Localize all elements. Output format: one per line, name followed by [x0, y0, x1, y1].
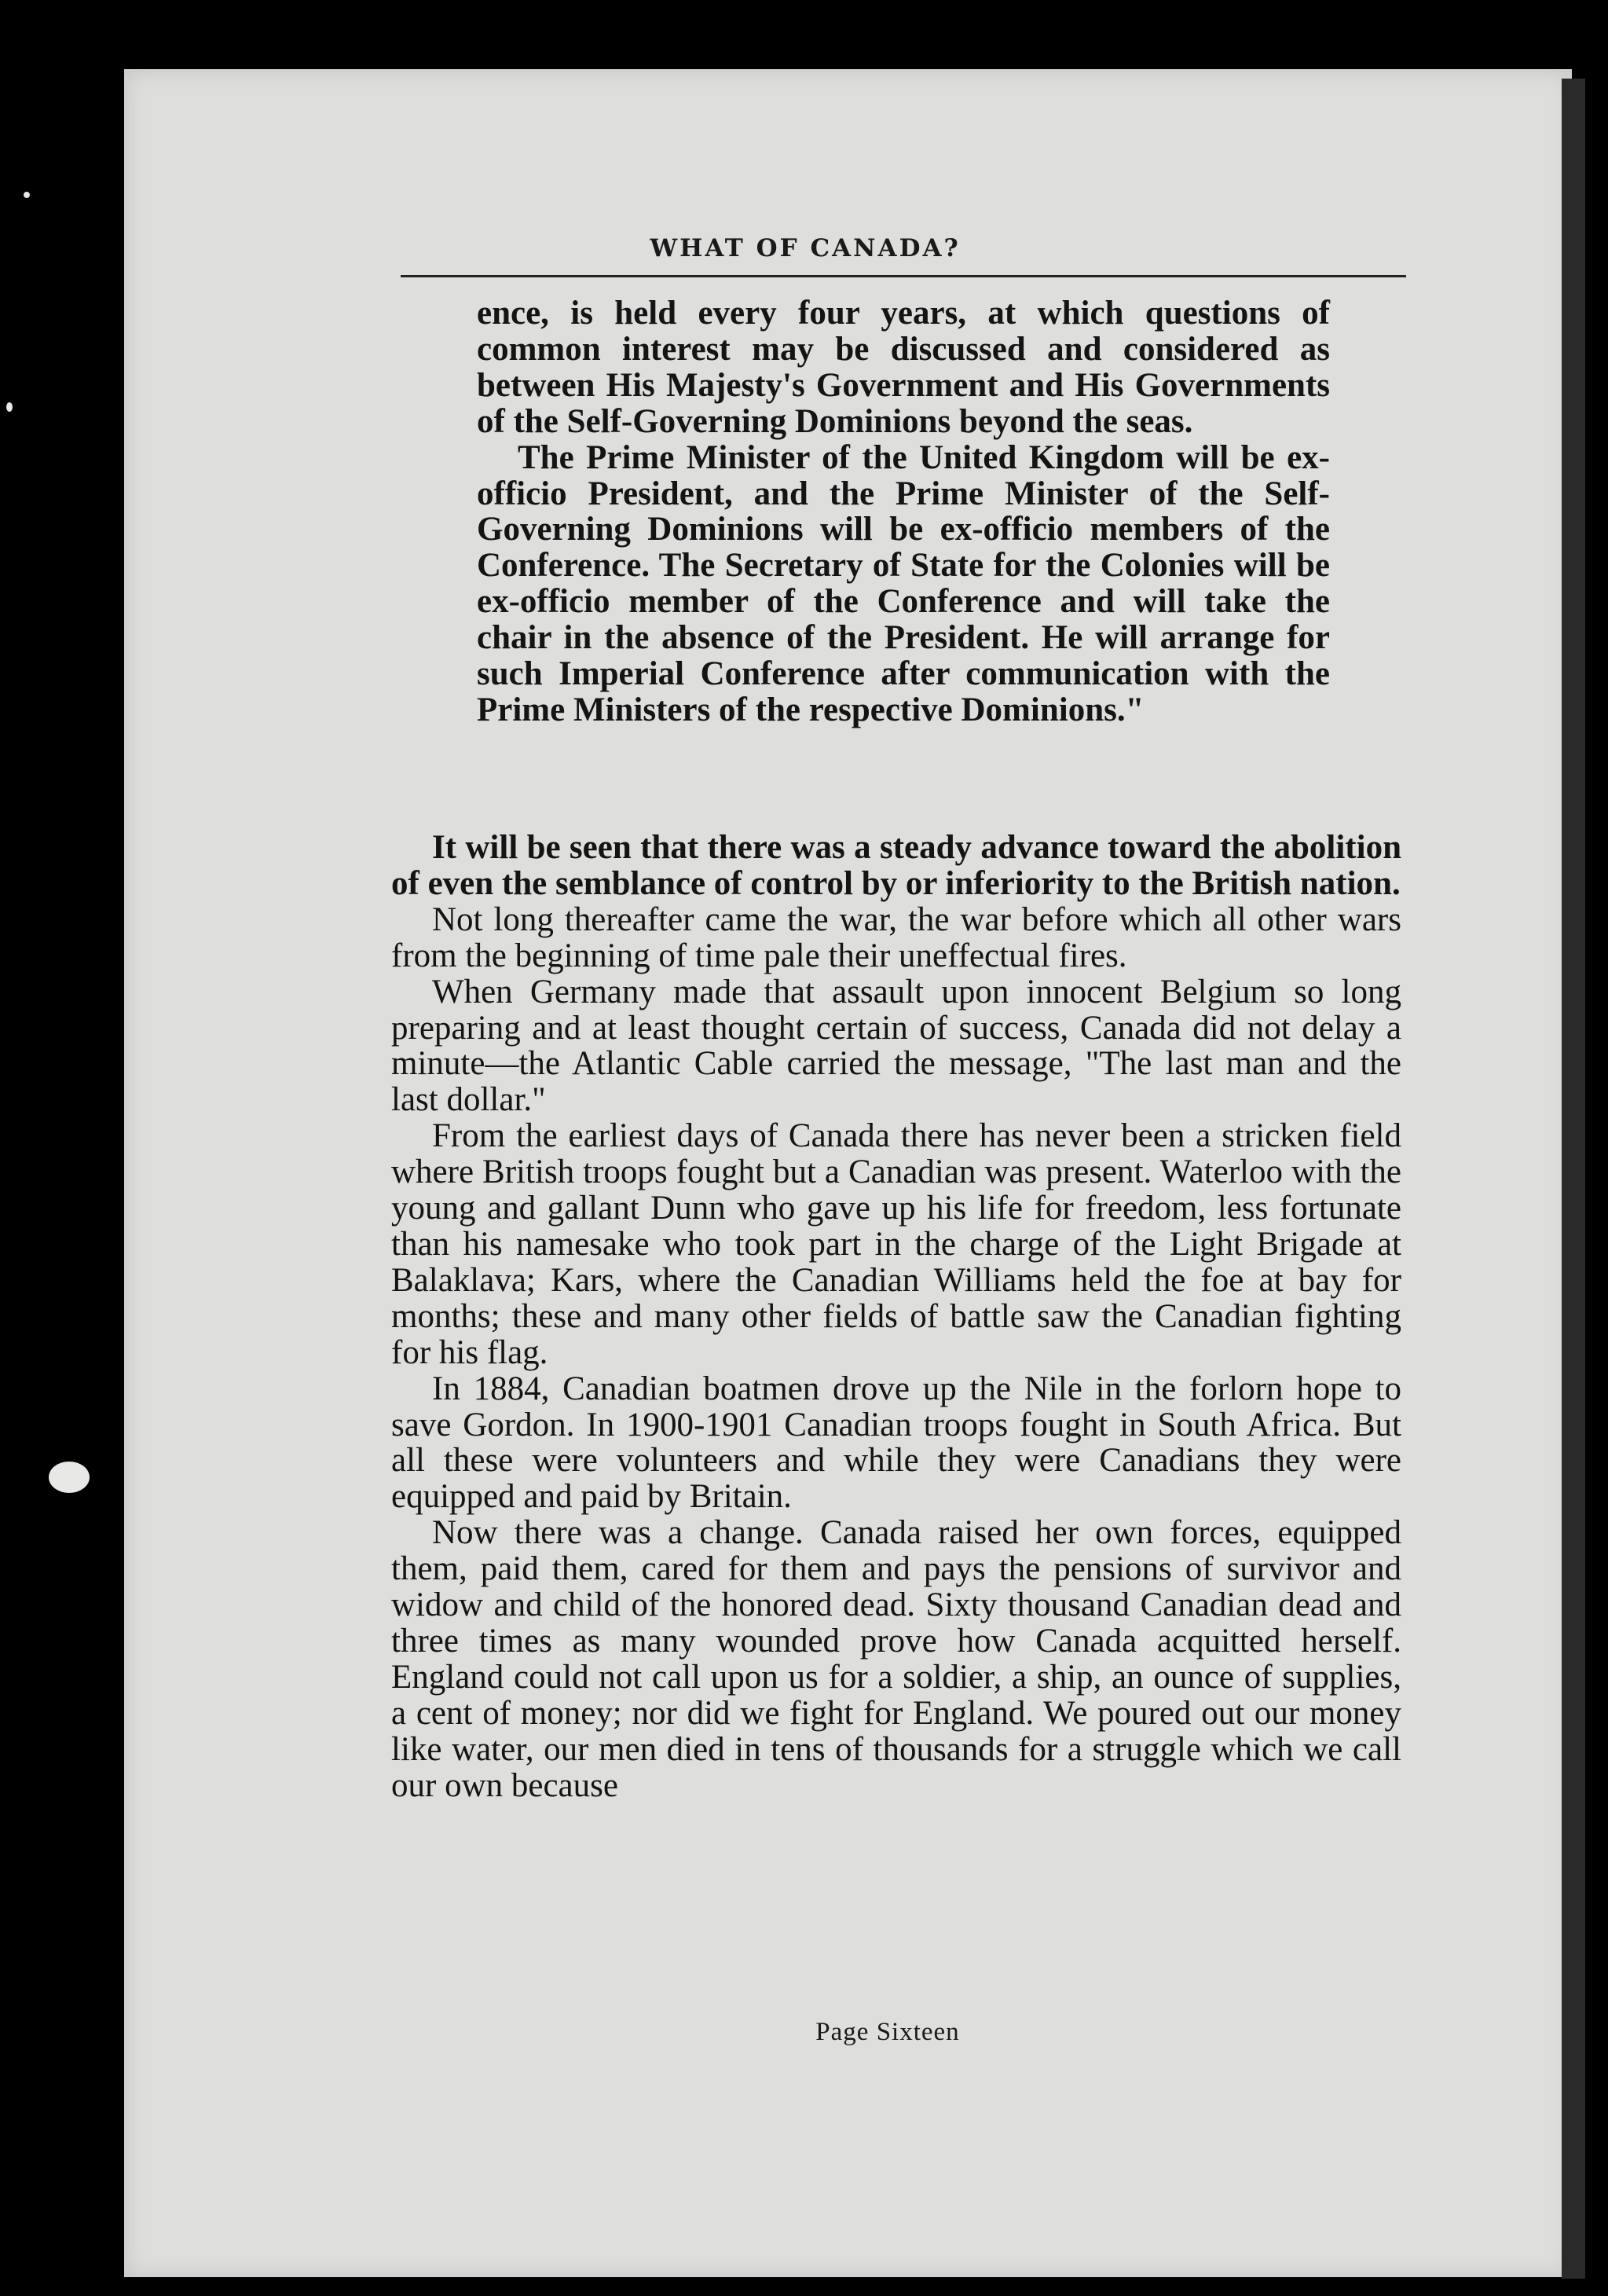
- quoted-paragraph: ence, is held every four years, at which questions of common interest may be discussed and considered as between His Majesty's Government and His Governments of the Self-Governing Dominions beyond the seas.: [477, 295, 1330, 440]
- body-paragraph: Not long thereafter came the war, the war before which all other wars from the beginning of time pale their uneffectual fires.: [391, 900, 1401, 974]
- page-number: Page Sixteen: [815, 2018, 960, 2046]
- scan-speck: [6, 402, 13, 412]
- scan-speck: [49, 1462, 90, 1493]
- body-paragraph: From the earliest days of Canada there has never been a stricken field where British troops fought but a Canadian was present. Waterloo with the young and gallant Dunn who gave up his life for freedom, less fortunate than his namesake who took part in the charge of the Light Brigade at Balaklava; Kars, where the Canadian Williams held the foe at bay for months; these and many other fields of battle saw the Canadian fighting for his flag.: [391, 1117, 1401, 1371]
- page-edge-shadow: [1562, 79, 1585, 2279]
- quoted-resolution-block: [477, 295, 1330, 728]
- running-head: WHAT OF CANADA?: [650, 234, 961, 262]
- quoted-paragraph: The Prime Minister of the United Kingdom will be ex-officio President, and the Prime Minister of the Self-Governing Dominions will be ex-officio members of the Conference. The Secretary of State for the Colonies will be ex-officio member of the Conference and will take the chair in the absence of the President. He will arrange for such Imperial Conference after communication with the Prime Ministers of the respective Dominions.": [477, 438, 1330, 728]
- body-text-block: [391, 830, 1401, 1803]
- body-paragraph: Now there was a change. Canada raised her own forces, equipped them, paid them, cared for them and pays the pensions of survivor and widow and child of the honored dead. Sixty thousand Canadian dead and three times as many wounded prove how Canada acquitted herself. England could not call upon us for a soldier, a ship, an ounce of supplies, a cent of money; nor did we fight for England. We poured out our money like water, our men died in tens of thousands for a struggle which we call our own because: [391, 1514, 1401, 1804]
- body-paragraph: When Germany made that assault upon innocent Belgium so long preparing and at least thought certain of success, Canada did not delay a minute—the Atlantic Cable carried the message, "The last man and the last dollar.": [391, 973, 1401, 1119]
- body-paragraph: In 1884, Canadian boatmen drove up the Nile in the forlorn hope to save Gordon. In 1900-1901 Canadian troops fought in South Africa. But all these were volunteers and while they were Canadians they were equipped and paid by Britain.: [391, 1370, 1401, 1516]
- scan-speck: [24, 192, 30, 198]
- body-paragraph: It will be seen that there was a steady advance toward the abolition of even the semblance of control by or inferiority to the British nation.: [391, 829, 1401, 902]
- header-rule: [401, 275, 1406, 277]
